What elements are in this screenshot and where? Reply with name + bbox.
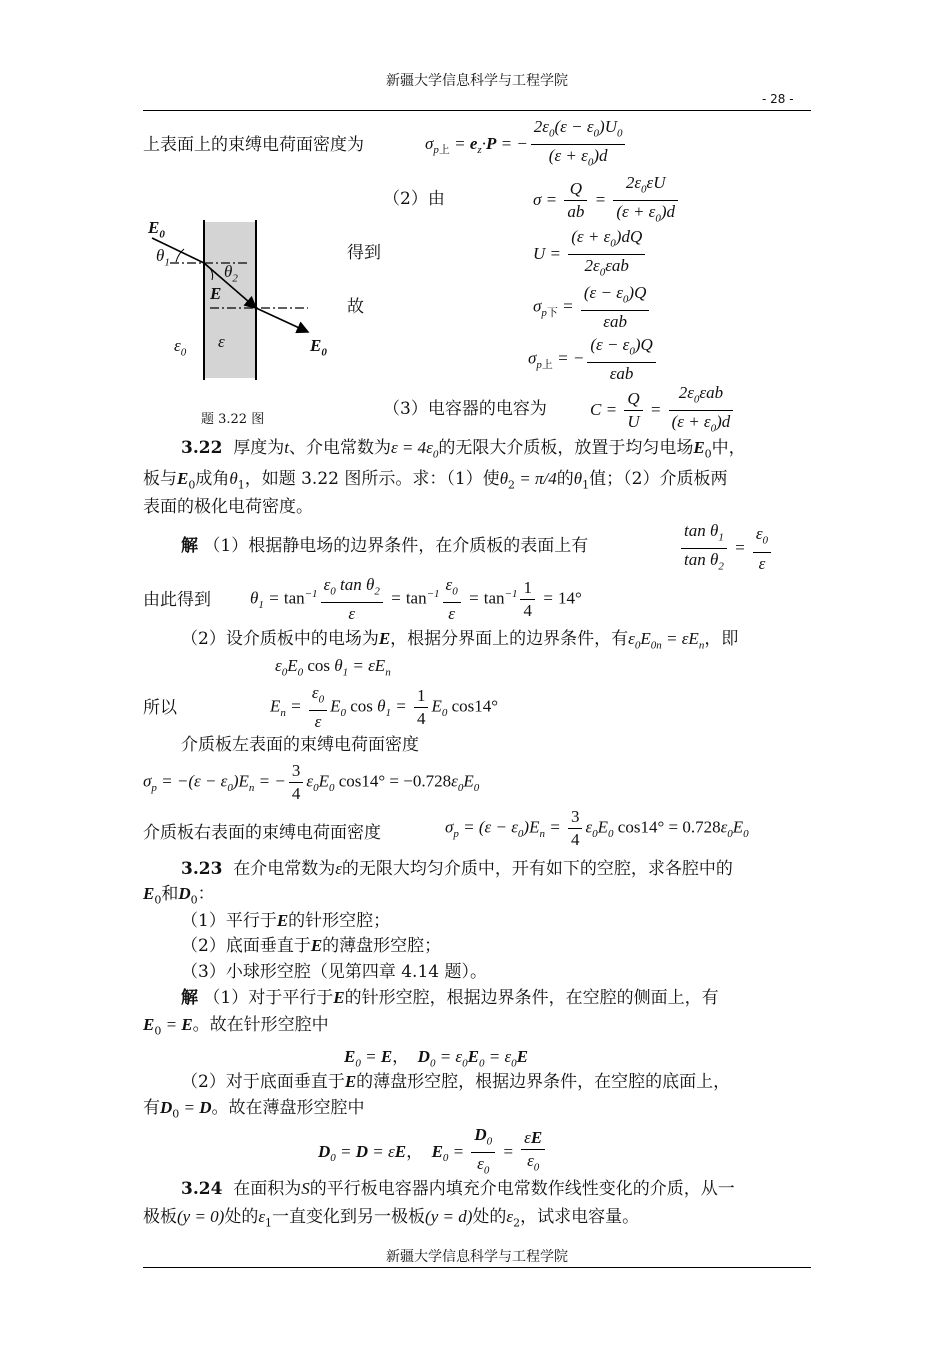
hence-label: 由此得到 [143, 590, 211, 610]
fig-label-theta1: $\theta_1$ [156, 246, 170, 269]
solution-3-22-part2: （2）设介质板中的电场为E，根据分界面上的边界条件，有$\varepsilon_0E_{0n} = \varepsilon E_n$，即 [181, 629, 739, 652]
solution-3-22-part1: 解 （1）根据静电场的边界条件，在介质板的表面上有 [181, 536, 589, 556]
get-label: 得到 [347, 243, 381, 263]
upper-surface-label: 上表面上的束缚电荷面密度为 [143, 135, 364, 155]
solution-3-23-part1: 解 （1）对于平行于E的针形空腔，根据边界条件，在空腔的侧面上，有 [181, 988, 719, 1008]
part3-label: （3）电容器的电容为 [383, 399, 547, 419]
figure-3-22-drawing [140, 212, 340, 387]
equation-capacitance: C = $\frac{Q}{U}$ = $\frac{2\varepsilon_0\varepsilon ab}{(\varepsilon + \varepsilon_0)d}$ [590, 382, 736, 440]
solution-3-23-part2-line2: 有$D_0 = D$。故在薄盘形空腔中 [143, 1098, 365, 1121]
equation-disk-cavity: $D_0 = D = \varepsilon E$， $E_0$ = $\frac{D_0}{\varepsilon_0}$ = $\frac{\varepsilon E}{\varepsilon_0}$ [318, 1124, 548, 1182]
equation-sigma: σ = $\frac{Q}{ab}$ = $\frac{2\varepsilon_0\varepsilon U}{(\varepsilon + \varepsilon_0)d}$ [533, 172, 681, 230]
so-label: 故 [347, 297, 364, 317]
problem-3-23-line2: $E_0$和$D_0$： [143, 884, 215, 907]
equation-sigma-p-left: $\sigma_p = -(\varepsilon - \varepsilon_0)E_n$ = − $\frac{3}{4}$ $\varepsilon_0E_0$ $\cos 14^\circ = -0.728\varepsilon_0E_0$ [143, 761, 480, 803]
fig-label-eps0: $\varepsilon_0$ [174, 336, 187, 359]
equation-tan-ratio: $\frac{\tan \theta_1}{\tan \theta_2}$ = $\frac{\varepsilon_0}{\varepsilon}$ [678, 520, 774, 578]
page-number: - 28 - [762, 92, 794, 106]
equation-sigma-p-upper: $\sigma_{p上} = e_z\cdot P$ = − $\frac{2\varepsilon_0(\varepsilon - \varepsilon_0)U_0}{(\varepsilon + \varepsilon_0)d}$ [425, 116, 628, 174]
problem-3-22-line1: 3.22 厚度为t、介电常数为$\varepsilon = 4\varepsilon_0$的无限大介质板，放置于均匀电场$E_0$中， [181, 438, 746, 461]
equation-normal-boundary: $\varepsilon_0E_0$ $\cos \theta_1 = \varepsilon E_n$ [275, 656, 391, 679]
problem-3-24-line2: 极板(y = 0)处的$\varepsilon_1$一直变化到另一极板(y = d)处的$\varepsilon_2$，试求电容量。 [143, 1207, 640, 1230]
solution-3-23-part1-line2: $E_0 = E$。故在针形空腔中 [143, 1015, 329, 1038]
problem-3-24-line1: 3.24 在面积为S的平行板电容器内填充介电常数作线性变化的介质，从一 [181, 1179, 735, 1199]
equation-theta1: $\theta_1 = \tan^{-1}$ $\frac{\varepsilon_0 \tan \theta_2}{\varepsilon}$ = $\tan^{-1}$ $\frac{\varepsilon_0}{\varepsilon}$ = $\tan^{-1}$ $\frac{1}{4}$ = 14° [250, 575, 582, 624]
solution-3-23-part2: （2）对于底面垂直于E的薄盘形空腔，根据边界条件，在空腔的底面上， [181, 1072, 731, 1092]
page-header: 新疆大学信息科学与工程学院 [386, 73, 568, 89]
figure-caption: 题 3.22 图 [201, 412, 265, 427]
equation-U: U = $\frac{(\varepsilon + \varepsilon_0)dQ}{2\varepsilon_0\varepsilon ab}$ [533, 226, 648, 284]
fig-label-E0-incident: $E_0$ [148, 218, 165, 241]
problem-3-23-item3: （3）小球形空腔（见第四章 4.14 题）。 [181, 962, 487, 982]
page-footer: 新疆大学信息科学与工程学院 [386, 1249, 568, 1265]
equation-sigma-p-right: $\sigma_p = (\varepsilon - \varepsilon_0)E_n$ = $\frac{3}{4}$ $\varepsilon_0E_0$ $\cos 14^\circ = 0.728\varepsilon_0E_0$ [445, 807, 749, 849]
equation-sigma-p-lower: $\sigma_{p下}$ = $\frac{(\varepsilon - \varepsilon_0)Q}{\text{εab}}$ [533, 282, 652, 333]
equation-En: $E_n$ = $\frac{\varepsilon_0}{\varepsilon}$ $E_0$ $\cos \theta_1$ = $\frac{1}{4}$ $E_0$ cos14° [270, 683, 499, 732]
footer-rule [143, 1267, 811, 1268]
fig-label-eps: ε [218, 332, 225, 351]
problem-3-23-item2: （2）底面垂直于E的薄盘形空腔； [181, 936, 442, 956]
so-label-2: 所以 [143, 698, 177, 718]
problem-3-23-line1: 3.23 在介电常数为ε的无限大均匀介质中，开有如下的空腔，求各腔中的 [181, 859, 733, 879]
fig-label-E0-transmitted: $E_0$ [310, 336, 327, 359]
part2-label: （2）由 [383, 189, 445, 209]
figure-3-22 [140, 212, 340, 387]
fig-label-theta2: $\theta_2$ [224, 262, 238, 285]
right-surface-label: 介质板右表面的束缚电荷面密度 [143, 823, 381, 843]
left-surface-label: 介质板左表面的束缚电荷面密度 [181, 735, 419, 755]
problem-3-22-line3: 表面的极化电荷密度。 [143, 497, 313, 517]
fig-label-E-inside: E [210, 284, 222, 303]
equation-sigma-p-upper-2: $\sigma_{p上}$ = − $\frac{(\varepsilon - \varepsilon_0)Q}{\text{εab}}$ [528, 334, 659, 385]
header-rule [143, 110, 811, 111]
problem-3-23-item1: （1）平行于E的针形空腔； [181, 911, 391, 931]
equation-needle-cavity: $E_0 = E$， $D_0 = \varepsilon_0E_0 = \varepsilon_0E$ [344, 1047, 528, 1070]
problem-3-22-line2: 板与$E_0$成角$\theta_1$，如题 3.22 图所示。求：（1）使$\theta_2 = \pi/4$的$\theta_1$值；（2）介质板两 [143, 469, 728, 492]
